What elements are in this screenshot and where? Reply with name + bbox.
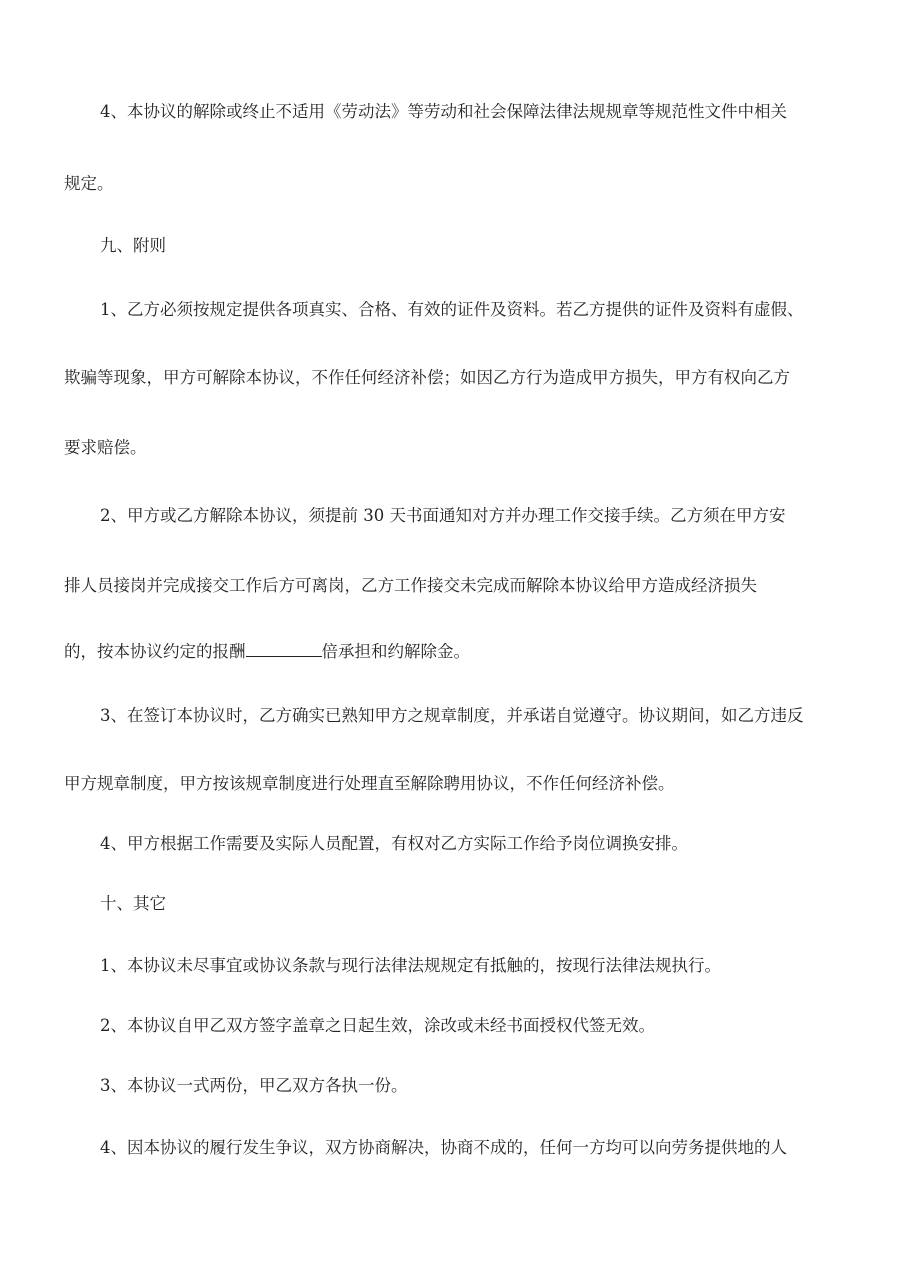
paragraph-line: 甲方规章制度，甲方按该规章制度进行处理直至解除聘用协议，不作任何经济补偿。 (64, 774, 675, 793)
paragraph-line: 要求赔偿。 (64, 438, 147, 457)
paragraph-line (64, 640, 854, 664)
paragraph-line: 4、因本协议的履行发生争议，双方协商解决，协商不成的，任何一方均可以向劳务提供地的人 (100, 1138, 787, 1157)
line-text: 倍承担和约解除金。 (321, 642, 470, 661)
paragraph-line: 4、本协议的解除或终止不适用《劳动法》等劳动和社会保障法律法规规章等规范性文件中相关 (100, 102, 787, 121)
paragraph-line: 1、本协议未尽事宜或协议条款与现行法律法规规定有抵触的，按现行法律法规执行。 (100, 956, 721, 975)
paragraph-line: 3、在签订本协议时，乙方确实已熟知甲方之规章制度，并承诺自觉遵守。协议期间，如乙方违反 (100, 706, 804, 725)
paragraph-line: 1、乙方必须按规定提供各项真实、合格、有效的证件及资料。若乙方提供的证件及资料有虚假、 (100, 300, 804, 319)
paragraph-line: 欺骗等现象，甲方可解除本协议，不作任何经济补偿；如因乙方行为造成甲方损失，甲方有权向乙方 (64, 368, 790, 387)
paragraph-line: 2、甲方或乙方解除本协议，须提前 30 天书面通知对方并办理工作交接手续。乙方须在甲方安 (100, 506, 786, 525)
paragraph-line: 规定。 (64, 174, 114, 193)
fill-in-blank (246, 640, 322, 657)
paragraph-line: 3、本协议一式两份，甲乙双方各执一份。 (100, 1076, 408, 1095)
paragraph-line: 2、本协议自甲乙双方签字盖章之日起生效，涂改或未经书面授权代签无效。 (100, 1016, 655, 1035)
line-text: 的，按本协议约定的报酬 (64, 642, 246, 661)
section-heading: 九、附则 (100, 236, 166, 255)
paragraph-line: 4、甲方根据工作需要及实际人员配置，有权对乙方实际工作给予岗位调换安排。 (100, 834, 688, 853)
paragraph-line: 排人员接岗并完成接交工作后方可离岗，乙方工作接交未完成而解除本协议给甲方造成经济损失 (64, 576, 757, 595)
section-heading: 十、其它 (100, 894, 166, 913)
